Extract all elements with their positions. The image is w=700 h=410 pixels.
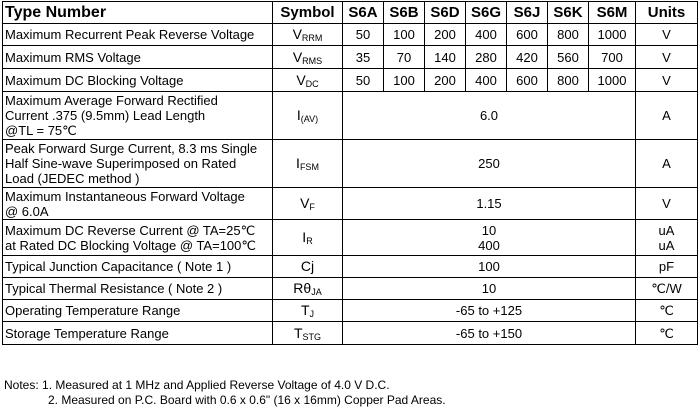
unit-cell	[636, 220, 698, 256]
unit-text: V	[662, 49, 671, 65]
characteristic-text: at Rated DC Blocking Voltage @ TA=100℃	[5, 237, 256, 253]
symbol-base: T	[300, 302, 310, 318]
value-cell: 1000	[589, 24, 636, 46]
unit-cell	[636, 188, 698, 220]
table-row	[3, 220, 698, 256]
header-type-number: Type Number	[3, 2, 273, 24]
unit-text: uA	[658, 237, 675, 253]
symbol-subscript: STG	[302, 331, 322, 342]
symbol-subscript: R	[306, 236, 313, 246]
characteristic-text: Maximum DC Reverse Current @ TA=25℃	[5, 222, 256, 238]
characteristic-text: Typical Thermal Resistance ( Note 2 )	[5, 281, 223, 296]
symbol-cell	[273, 69, 343, 92]
characteristic-text: Storage Temperature Range	[5, 325, 169, 341]
symbol-subscript: F	[309, 202, 315, 212]
value-cell: 50	[343, 24, 384, 46]
header-symbol: Symbol	[273, 2, 343, 24]
value-text: 400	[478, 237, 500, 253]
value-cell: 600	[507, 69, 548, 92]
unit-text: V	[662, 196, 671, 211]
unit-cell	[636, 322, 698, 345]
unit-text: V	[662, 27, 671, 42]
characteristic-text: Peak Forward Surge Current, 8.3 ms Single	[5, 141, 258, 156]
unit-text: A	[662, 108, 671, 123]
symbol-base: I	[302, 229, 307, 245]
characteristic-cell	[3, 140, 273, 188]
table-row	[3, 188, 698, 220]
symbol-subscript: FSM	[299, 162, 319, 172]
value-text: 10	[481, 281, 497, 296]
symbol-base: V	[292, 26, 302, 42]
value-text: 1.15	[476, 196, 502, 211]
symbol-base: Cj	[300, 258, 315, 274]
symbol-subscript: DC	[305, 78, 319, 89]
value-cell: 140	[425, 46, 466, 69]
header-model: S6G	[466, 2, 507, 24]
value-cell	[343, 278, 636, 300]
value-cell: 100	[384, 24, 425, 46]
symbol-cell	[273, 256, 343, 278]
table-row	[3, 46, 698, 69]
value-cell	[343, 256, 636, 278]
symbol-base: V	[292, 48, 303, 65]
value-cell: 560	[548, 46, 589, 69]
unit-text: A	[662, 156, 671, 171]
unit-cell	[636, 92, 698, 140]
symbol-subscript: (AV)	[300, 114, 319, 124]
symbol-base: Rθ	[293, 280, 312, 296]
value-cell: 420	[507, 46, 548, 69]
symbol-cell	[273, 46, 343, 69]
characteristic-text: @TL = 75℃	[5, 123, 77, 138]
symbol-base: V	[296, 71, 306, 88]
characteristic-cell	[3, 69, 273, 92]
value-cell: 600	[507, 24, 548, 46]
header-model: S6A	[343, 2, 384, 24]
symbol-subscript: JA	[311, 287, 322, 297]
value-cell: 700	[589, 46, 636, 69]
characteristic-text: Maximum Instantaneous Forward Voltage	[5, 188, 245, 204]
characteristic-text: @ 6.0A	[5, 203, 49, 219]
characteristic-cell	[3, 188, 273, 220]
symbol-cell	[273, 300, 343, 322]
symbol-base: I	[296, 155, 300, 171]
characteristic-text: Current .375 (9.5mm) Lead Length	[5, 108, 206, 123]
header-model: S6K	[548, 2, 589, 24]
header-units: Units	[636, 2, 698, 24]
symbol-cell	[273, 24, 343, 46]
symbol-cell	[273, 322, 343, 345]
unit-cell	[636, 256, 698, 278]
characteristic-text: Operating Temperature Range	[5, 303, 181, 318]
header-model: S6J	[507, 2, 548, 24]
header-model: S6D	[425, 2, 466, 24]
symbol-subscript: J	[309, 309, 315, 319]
characteristic-cell	[3, 256, 273, 278]
note-1: Notes: 1. Measured at 1 MHz and Applied Reverse Voltage of 4.0 V D.C.	[4, 378, 390, 392]
value-text: 100	[478, 259, 500, 274]
unit-cell	[636, 278, 698, 300]
characteristic-text: Maximum RMS Voltage	[5, 49, 141, 65]
header-row	[3, 2, 698, 24]
table-row	[3, 278, 698, 300]
unit-text: V	[662, 72, 671, 88]
notes	[4, 378, 446, 408]
unit-text: uA	[658, 222, 675, 238]
characteristic-cell	[3, 92, 273, 140]
symbol-cell	[273, 140, 343, 188]
symbol-cell	[273, 220, 343, 256]
unit-cell	[636, 24, 698, 46]
symbol-cell	[273, 188, 343, 220]
table-row	[3, 92, 698, 140]
value-text: -65 to +125	[455, 303, 523, 318]
symbol-subscript: RMS	[302, 55, 323, 66]
characteristic-text: Maximum DC Blocking Voltage	[5, 72, 184, 88]
characteristic-text: Maximum Recurrent Peak Reverse Voltage	[5, 27, 255, 42]
value-cell	[343, 300, 636, 322]
table-row	[3, 24, 698, 46]
table-row	[3, 322, 698, 345]
header-model: S6B	[384, 2, 425, 24]
unit-cell	[636, 300, 698, 322]
characteristic-cell	[3, 24, 273, 46]
unit-text: ℃	[659, 303, 674, 318]
table-row	[3, 69, 698, 92]
value-cell	[343, 188, 636, 220]
value-cell: 280	[466, 46, 507, 69]
spec-table	[2, 1, 698, 345]
value-cell	[343, 322, 636, 345]
symbol-base: T	[293, 324, 303, 341]
value-cell: 200	[425, 69, 466, 92]
characteristic-cell	[3, 278, 273, 300]
unit-cell	[636, 46, 698, 69]
characteristic-text: Load (JEDEC method )	[5, 171, 140, 186]
value-cell: 200	[425, 24, 466, 46]
characteristic-cell	[3, 46, 273, 69]
value-cell	[343, 92, 636, 140]
value-cell: 100	[384, 69, 425, 92]
characteristic-text: Maximum Average Forward Rectified	[5, 93, 218, 108]
unit-text: ℃/W	[651, 281, 682, 296]
unit-text: pF	[658, 259, 675, 274]
unit-cell	[636, 140, 698, 188]
value-cell: 400	[466, 24, 507, 46]
header-model: S6M	[589, 2, 636, 24]
symbol-base: I	[296, 107, 301, 123]
value-cell: 800	[548, 69, 589, 92]
table-row	[3, 256, 698, 278]
value-cell: 1000	[589, 69, 636, 92]
symbol-base: V	[300, 195, 310, 211]
symbol-subscript: RRM	[301, 33, 323, 43]
unit-text: ℃	[659, 325, 674, 341]
characteristic-cell	[3, 220, 273, 256]
value-cell	[343, 220, 636, 256]
note-2: 2. Measured on P.C. Board with 0.6 x 0.6" (16 x 16mm) Copper Pad Areas.	[48, 393, 446, 407]
table-row	[3, 300, 698, 322]
symbol-cell	[273, 278, 343, 300]
value-text: -65 to +150	[455, 325, 523, 341]
value-cell	[343, 140, 636, 188]
value-cell: 400	[466, 69, 507, 92]
symbol-cell	[273, 92, 343, 140]
value-cell: 800	[548, 24, 589, 46]
value-text: 10	[481, 222, 497, 238]
value-cell: 70	[384, 46, 425, 69]
value-cell: 35	[343, 46, 384, 69]
value-cell: 50	[343, 69, 384, 92]
characteristic-cell	[3, 322, 273, 345]
table-row	[3, 140, 698, 188]
unit-cell	[636, 69, 698, 92]
value-text: 250	[478, 156, 500, 171]
value-text: 6.0	[479, 108, 499, 123]
characteristic-text: Typical Junction Capacitance ( Note 1 )	[5, 259, 232, 274]
characteristic-text: Half Sine-wave Superimposed on Rated	[5, 156, 237, 171]
characteristic-cell	[3, 300, 273, 322]
